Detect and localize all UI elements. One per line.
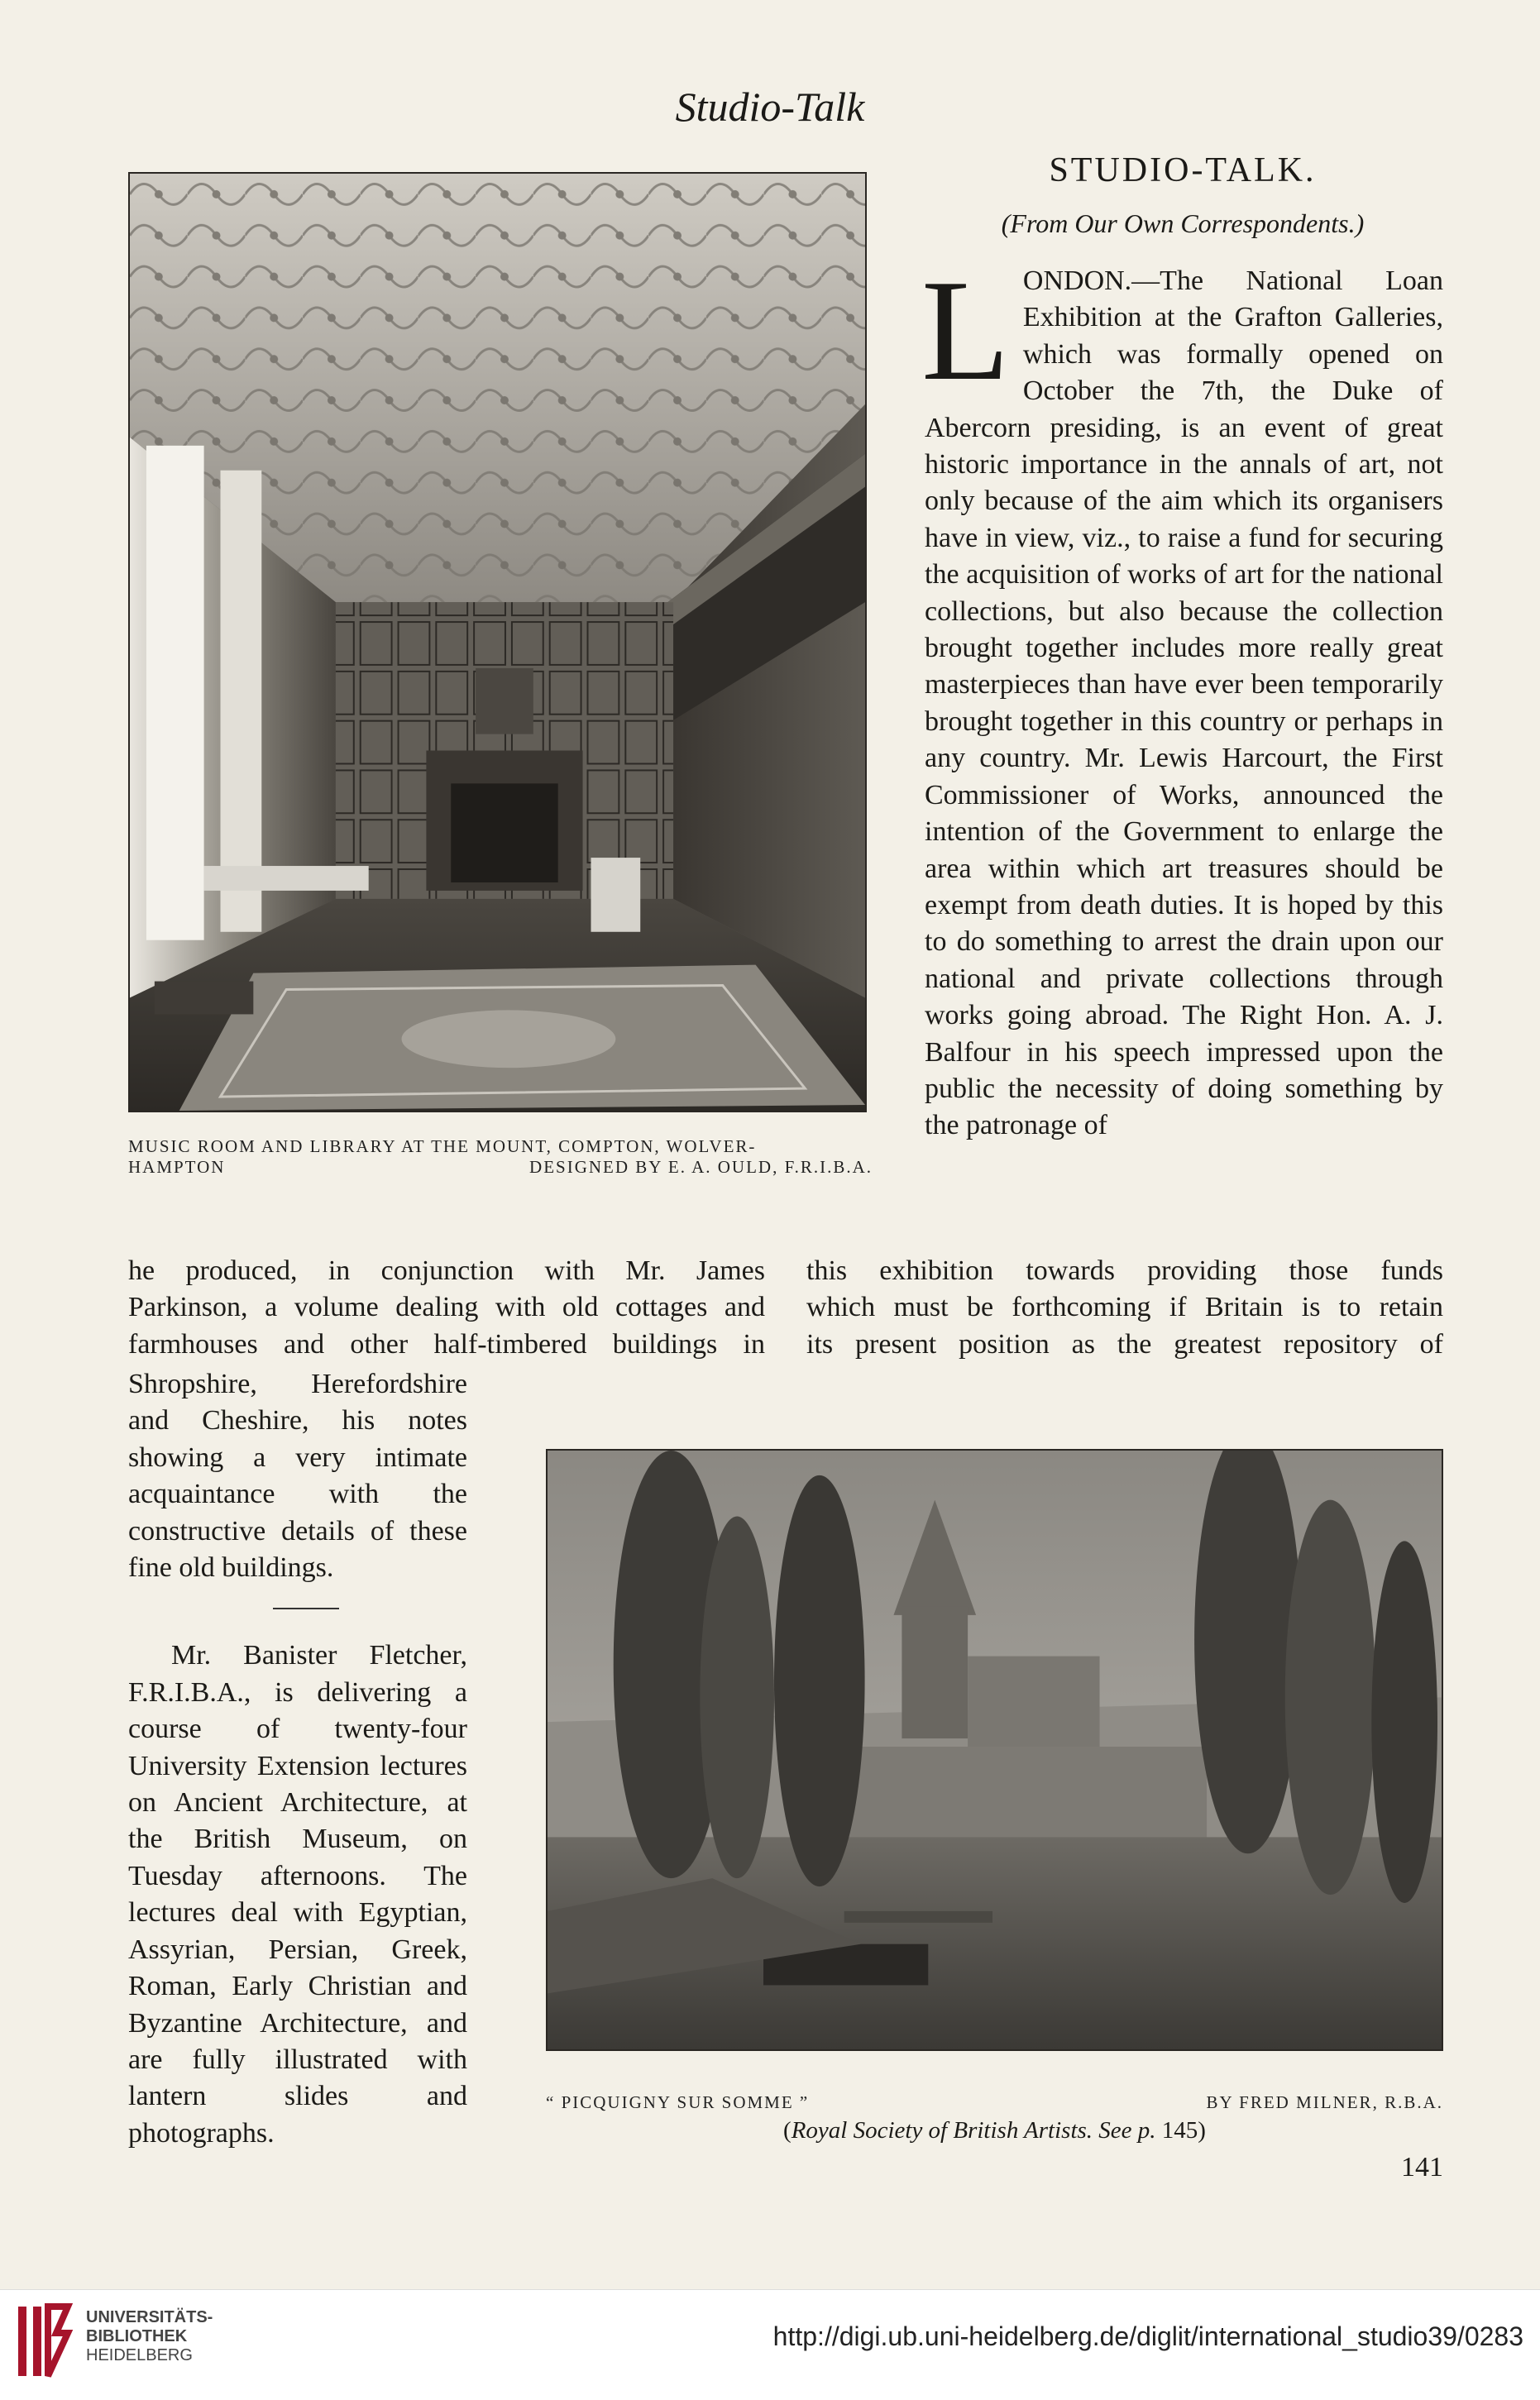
running-head: Studio-Talk (675, 84, 865, 130)
full-width-line-right-1: which must be forthcoming if Britain is to retain (806, 1292, 1443, 1323)
library-logo-icon (10, 2300, 80, 2383)
drop-cap: L (921, 250, 1010, 410)
library-name-line2: BIBLIOTHEK (86, 2327, 188, 2345)
caption-source-open: ( (783, 2117, 792, 2144)
figure2-caption (546, 2092, 1443, 2113)
figure1-caption-line1: MUSIC ROOM AND LIBRARY AT THE MOUNT, COMPTON, WOLVER- (128, 1136, 757, 1156)
left-column-paragraph-2: Mr. Banister Fletcher, F.R.I.B.A., is delivering a course of twenty-four University Extension lectures on Ancient Architecture, at the British Museum, on Tuesday afternoons. The lectures deal with Egyptian, Assyrian, Persian, Greek, Roman, Early Christian and Byzantine Architecture, and are fully illustrated with lantern slides and photographs. (128, 1640, 467, 2149)
caption-source-close: 145) (1155, 2117, 1206, 2144)
caption-source-italic: Royal Society of British Artists. See p. (791, 2117, 1156, 2144)
left-column-paragraph-1: Shropshire, Herefordshire and Cheshire, his notes showing a very intimate acquaintance with the constructive details of these fine old buildings. (128, 1369, 467, 1584)
right-column-text (921, 250, 1443, 1145)
full-width-line-left-0: he produced, in conjunction with Mr. James (128, 1255, 765, 1286)
library-name (86, 2308, 213, 2365)
music-room-photo (128, 172, 867, 1112)
figure1-caption-line2-left: HAMPTON (128, 1157, 226, 1177)
right-column-paragraph: ONDON.—The National Loan Exhibition at the Grafton Galleries, which was formally opened on October the 7th, the Duke of Abercorn presiding, is an event of great historic importance in the annals of art, not only because of the aim which its organisers have in view, viz., to raise a fund for securing the acquisition of works of art for the national collections, but also because the collection brought together includes more really great masterpieces than have ever been temporarily brought together in this country or perhaps in any country. Mr. Lewis Harcourt, the First Commissioner of Works, announced the intention of the Government to enlarge the area within which art treasures should be exempt from death duties. It is hoped by this to do something to arrest the drain upon our national and private collections through works going abroad. The Right Hon. A. J. Balfour in his speech impressed upon the public the necessity of doing something by the patronage of (925, 265, 1443, 1141)
figure2-caption-title: “ PICQUIGNY SUR SOMME ” (546, 2092, 810, 2112)
left-column-text (128, 1366, 467, 2152)
article-subheading: (From Our Own Correspondents.) (1001, 208, 1365, 238)
figure2-caption-source (546, 2117, 1443, 2144)
full-width-line-left-1: Parkinson, a volume dealing with old cottages and (128, 1292, 765, 1323)
library-footer (0, 2289, 1540, 2400)
article-heading: STUDIO-TALK. (1049, 151, 1317, 189)
full-width-line-right-0: this exhibition towards providing those funds (806, 1255, 1443, 1286)
full-width-line-left-2: farmhouses and other half-timbered buildings in (128, 1328, 765, 1360)
full-width-text (128, 1253, 1443, 1363)
full-width-line-right-2: its present position as the greatest repository of (806, 1328, 1443, 1360)
picquigny-painting (546, 1449, 1443, 2051)
source-url[interactable]: http://digi.ub.uni-heidelberg.de/diglit/international_studio39/0283 (772, 2321, 1523, 2351)
page-number: 141 (1401, 2152, 1443, 2182)
figure1-caption-line2-right: DESIGNED BY E. A. OULD, F.R.I.B.A. (529, 1157, 873, 1177)
library-name-line1: UNIVERSITÄTS- (86, 2308, 213, 2326)
section-divider (273, 1608, 339, 1609)
library-name-line3: HEIDELBERG (86, 2346, 193, 2364)
figure2-caption-artist: BY FRED MILNER, R.B.A. (1206, 2092, 1443, 2112)
figure1-caption (128, 1136, 873, 1178)
